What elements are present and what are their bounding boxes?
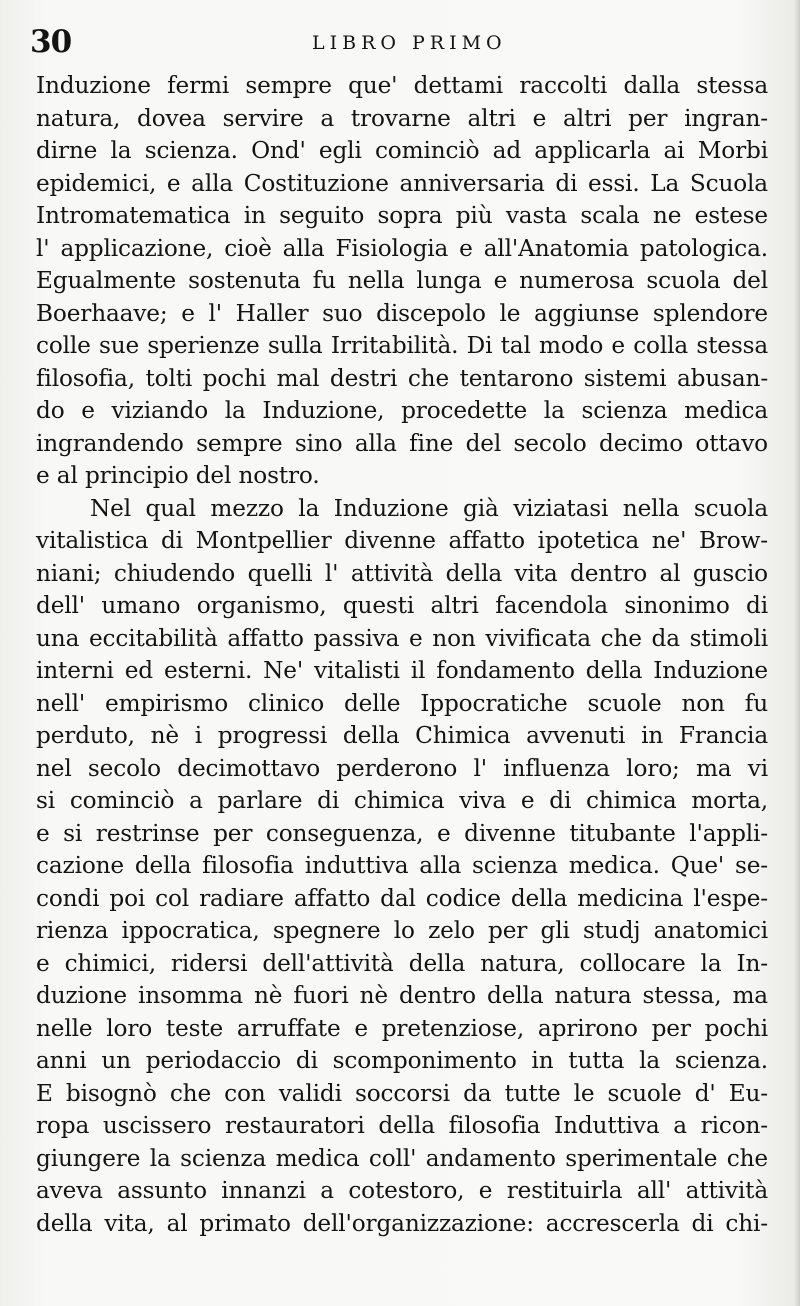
text-line: natura, dovea servire a trovarne altri e altri per ingran- — [36, 104, 768, 132]
text-line: perduto, nè i progressi della Chimica avvenuti in Francia — [36, 722, 768, 749]
paragraph-end-line: e al principio del nostro. — [36, 462, 320, 489]
text-line: anni un periodaccio di scomponimento in tutta la scienza. — [36, 1047, 768, 1074]
text-line: cazione della filosofia induttiva alla scienza medica. Que' se- — [36, 852, 768, 879]
paragraph-start-line: Nel qual mezzo la Induzione già viziatasi nella scuola — [90, 494, 768, 522]
text-line: rienza ippocratica, spegnere lo zelo per gli studj anatomici — [36, 917, 768, 944]
text-line: nell' empirismo clinico delle Ippocratiche scuole non fu — [36, 689, 768, 717]
text-line: dell' umano organismo, questi altri facendola sinonimo di — [36, 592, 768, 619]
text-line: ingrandendo sempre sino alla fine del secolo decimo ottavo — [36, 429, 768, 457]
page-number: 30 — [30, 24, 72, 60]
text-line: interni ed esterni. Ne' vitalisti il fondamento della Induzione — [36, 657, 768, 684]
text-line: Induzione fermi sempre que' dettami raccolti dalla stessa — [36, 72, 768, 99]
text-line: Intromatematica in seguito sopra più vasta scala ne estese — [36, 202, 768, 229]
body-text — [36, 70, 768, 1240]
page-edge-shadow — [794, 0, 800, 1306]
text-line: filosofia, tolti pochi mal destri che tentarono sistemi abusan- — [36, 364, 768, 392]
text-line: dirne la scienza. Ond' egli cominciò ad applicarla ai Morbi — [36, 137, 768, 164]
text-line: si cominciò a parlare di chimica viva e di chimica morta, — [36, 787, 768, 814]
text-line: l' applicazione, cioè alla Fisiologia e all'Anatomia patologica. — [36, 234, 768, 262]
text-line: e si restrinse per conseguenza, e divenne titubante l'appli- — [36, 819, 768, 847]
text-line: aveva assunto innanzi a cotestoro, e restituirla all' attività — [36, 1177, 768, 1204]
text-line: duzione insomma nè fuori nè dentro della natura stessa, ma — [36, 982, 768, 1009]
text-line: E bisognò che con validi soccorsi da tutte le scuole d' Eu- — [36, 1079, 768, 1107]
text-line: una eccitabilità affatto passiva e non vivificata che da stimoli — [36, 624, 768, 652]
text-line: condi poi col radiare affatto dal codice della medicina l'espe- — [36, 884, 768, 912]
text-line: nelle loro teste arruffate e pretenziose, aprirono per pochi — [36, 1014, 768, 1042]
text-line: epidemici, e alla Costituzione anniversaria di essi. La Scuola — [36, 169, 768, 197]
running-head: LIBRO PRIMO — [312, 32, 507, 54]
text-line: do e viziando la Induzione, procedette la scienza medica — [36, 397, 768, 424]
text-line: giungere la scienza medica coll' andamento sperimentale che — [36, 1144, 768, 1172]
text-line: Boerhaave; e l' Haller suo discepolo le aggiunse splendore — [36, 299, 768, 327]
text-line: della vita, al primato dell'organizzazione: accrescerla di chi- — [36, 1209, 768, 1237]
text-line: e chimici, ridersi dell'attività della natura, collocare la In- — [36, 949, 768, 977]
text-line: colle sue sperienze sulla Irritabilità. Di tal modo e colla stessa — [36, 332, 768, 359]
text-line: niani; chiudendo quelli l' attività della vita dentro al guscio — [36, 559, 768, 587]
text-line: ropa uscissero restauratori della filosofia Induttiva a ricon- — [36, 1112, 768, 1139]
text-line: vitalistica di Montpellier divenne affatto ipotetica ne' Brow- — [36, 527, 768, 554]
text-line: nel secolo decimottavo perderono l' influenza loro; ma vi — [36, 754, 768, 782]
text-line: Egualmente sostenuta fu nella lunga e numerosa scuola del — [36, 267, 768, 294]
